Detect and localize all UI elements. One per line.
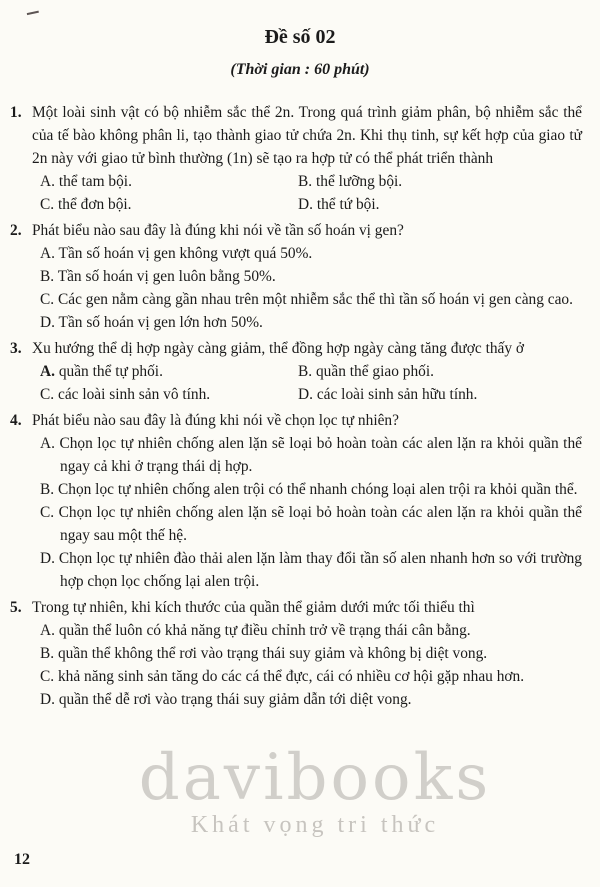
question-text: Một loài sinh vật có bộ nhiễm sắc thể 2n. Trong quá trình giảm phân, bộ nhiễm sắc thể của tế bào không phân li, tạo thành giao tử chứa 2n. Khi thụ tinh, sự kết hợp của giao tử 2n này với giao tử bình thường (1n) sẽ tạo ra hợp tử có thể phát triển thành: [32, 104, 582, 167]
option-text: Chọn lọc tự nhiên đào thải alen lặn làm thay đổi tần số alen nhanh hơn so với trường hợp chọn lọc chống lại alen trội.: [58, 550, 582, 590]
option-text: khả năng sinh sản tăng do các cá thể đực, cái có nhiều cơ hội gặp nhau hơn.: [57, 668, 525, 685]
question-number: 5.: [10, 599, 22, 616]
question-text: Phát biểu nào sau đây là đúng khi nói về tần số hoán vị gen?: [32, 222, 404, 239]
option-label: A.: [40, 245, 55, 262]
option: [32, 547, 582, 593]
option: [290, 383, 582, 406]
options-list: [32, 360, 582, 406]
option: [32, 242, 582, 265]
option-text: Chọn lọc tự nhiên chống alen lặn sẽ loại bỏ hoàn toàn các alen lặn ra khỏi quần thể ngay cả khi ở trạng thái dị hợp.: [59, 435, 582, 475]
option-text: Tần số hoán vị gen lớn hơn 50%.: [58, 314, 263, 331]
option: [290, 170, 582, 193]
page-number: 12: [14, 851, 30, 868]
option: [290, 360, 582, 383]
option: [32, 360, 290, 383]
option-text: thể tam bội.: [58, 173, 132, 190]
options-list: [32, 432, 582, 593]
option-label: A.: [40, 363, 55, 380]
question-body: [32, 219, 582, 334]
options-list: [32, 170, 582, 216]
option-label: D.: [298, 196, 313, 213]
watermark-slogan: Khát vọng tri thức: [190, 812, 440, 839]
page-subtitle: (Thời gian : 60 phút): [230, 61, 370, 78]
option-label: D.: [298, 386, 313, 403]
option-text: Tần số hoán vị gen luôn bằng 50%.: [57, 268, 276, 285]
option-text: quần thể dễ rơi vào trạng thái suy giảm dẫn tới diệt vong.: [58, 691, 412, 708]
option-label: B.: [40, 268, 55, 285]
option: [32, 170, 290, 193]
option-text: các loài sinh sản vô tính.: [57, 386, 211, 403]
option: [32, 193, 290, 216]
option: [32, 383, 290, 406]
option-text: thể đơn bội.: [57, 196, 132, 213]
option: [32, 501, 582, 547]
option: [32, 311, 582, 334]
question-number: 1.: [10, 104, 22, 121]
option-label: A.: [40, 173, 55, 190]
option-label: B.: [298, 363, 313, 380]
option-text: các loài sinh sản hữu tính.: [316, 386, 478, 403]
question-body: [32, 409, 582, 593]
option-text: Tần số hoán vị gen không vượt quá 50%.: [58, 245, 313, 262]
question: [0, 409, 600, 593]
question-number: 4.: [10, 412, 22, 429]
option-text: Chọn lọc tự nhiên chống alen lặn sẽ loại bỏ hoàn toàn các alen lặn ra khỏi quần thể ngay sau một thế hệ.: [58, 504, 582, 544]
question-body: [32, 101, 582, 216]
option-label: D.: [40, 314, 55, 331]
question-text: Trong tự nhiên, khi kích thước của quần thể giảm dưới mức tối thiểu thì: [32, 599, 475, 616]
question: [0, 101, 600, 216]
option-text: quần thể tự phối.: [58, 363, 163, 380]
question: [0, 219, 600, 334]
options-list: [32, 242, 582, 334]
option-label: C.: [40, 504, 55, 521]
option-label: B.: [40, 481, 55, 498]
question-number: 2.: [10, 222, 22, 239]
question-number: 3.: [10, 340, 22, 357]
watermark: [55, 741, 575, 839]
option-label: D.: [40, 550, 55, 567]
option-label: C.: [40, 291, 55, 308]
option: [32, 642, 582, 665]
questions-list: [0, 101, 600, 711]
option: [290, 193, 582, 216]
scan-artifact-icon: [25, 3, 39, 15]
option-text: quần thể không thể rơi vào trạng thái suy giảm và không bị diệt vong.: [57, 645, 488, 662]
question: [0, 337, 600, 406]
option-text: Các gen nằm càng gần nhau trên một nhiễm sắc thể thì tần số hoán vị gen càng cao.: [57, 291, 573, 308]
option: [32, 432, 582, 478]
options-list: [32, 619, 582, 711]
option: [32, 688, 582, 711]
question-body: [32, 337, 582, 406]
option: [32, 265, 582, 288]
question-text: Xu hướng thể dị hợp ngày càng giảm, thể đồng hợp ngày càng tăng được thấy ở: [32, 340, 525, 357]
watermark-brand: davibooks: [138, 741, 492, 815]
question: [0, 596, 600, 711]
option-label: B.: [298, 173, 313, 190]
option-label: A.: [40, 435, 55, 452]
option: [32, 619, 582, 642]
option-label: D.: [40, 691, 55, 708]
option-text: thể tứ bội.: [316, 196, 380, 213]
question-text: Phát biểu nào sau đây là đúng khi nói về chọn lọc tự nhiên?: [32, 412, 399, 429]
option-label: C.: [40, 386, 55, 403]
option: [32, 288, 582, 311]
option: [32, 478, 582, 501]
question-body: [32, 596, 582, 711]
option-label: B.: [40, 645, 55, 662]
option-text: thể lưỡng bội.: [315, 173, 403, 190]
option-label: C.: [40, 196, 55, 213]
option-text: quần thể luôn có khả năng tự điều chỉnh trở về trạng thái cân bằng.: [58, 622, 471, 639]
page-title: Đề số 02: [264, 26, 336, 48]
option-label: A.: [40, 622, 55, 639]
option-text: quần thể giao phối.: [315, 363, 434, 380]
option-text: Chọn lọc tự nhiên chống alen trội có thể nhanh chóng loại alen trội ra khỏi quần thể.: [57, 481, 578, 498]
option: [32, 665, 582, 688]
option-label: C.: [40, 668, 55, 685]
